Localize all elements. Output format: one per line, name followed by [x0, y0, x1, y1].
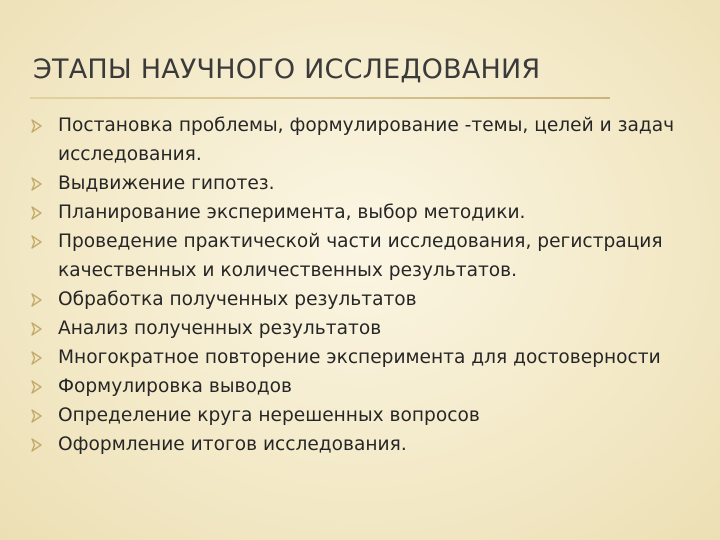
arrowhead-bullet-icon — [31, 169, 58, 198]
slide-title: ЭТАПЫ НАУЧНОГО ИССЛЕДОВАНИЯ — [33, 54, 541, 85]
list-item — [31, 198, 701, 227]
arrowhead-bullet-icon — [31, 343, 58, 372]
title-underline — [30, 97, 610, 99]
list-item-text: Определение круга нерешенных вопросов — [58, 405, 480, 426]
arrowhead-bullet-icon — [31, 401, 58, 430]
arrowhead-bullet-icon — [31, 285, 58, 314]
list-item — [31, 227, 701, 285]
list-item — [31, 285, 701, 314]
list-item-text: Анализ полученных результатов — [58, 318, 382, 339]
arrowhead-bullet-icon — [31, 227, 58, 256]
arrowhead-bullet-icon — [31, 430, 58, 459]
list-item — [31, 401, 701, 430]
list-item-text: Планирование эксперимента, выбор методики. — [58, 202, 526, 223]
arrowhead-bullet-icon — [31, 372, 58, 401]
list-item — [31, 430, 701, 459]
list-item — [31, 343, 701, 372]
list-item — [31, 372, 701, 401]
arrowhead-bullet-icon — [31, 314, 58, 343]
list-item-text: Оформление итогов исследования. — [58, 434, 407, 455]
list-item-text: Формулировка выводов — [58, 376, 293, 397]
list-item — [31, 314, 701, 343]
bullet-list — [31, 111, 701, 459]
list-item-text: Выдвижение гипотез. — [58, 173, 275, 194]
list-item-text: Проведение практической части исследования, регистрация качественных и количественных результатов. — [58, 231, 663, 281]
arrowhead-bullet-icon — [31, 198, 58, 227]
list-item — [31, 111, 701, 169]
arrowhead-bullet-icon — [31, 111, 58, 140]
list-item-text: Обработка полученных результатов — [58, 289, 417, 310]
list-item-text: Постановка проблемы, формулирование -темы, целей и задач исследования. — [58, 115, 675, 165]
list-item — [31, 169, 701, 198]
list-item-text: Многократное повторение эксперимента для достоверности — [58, 347, 661, 368]
